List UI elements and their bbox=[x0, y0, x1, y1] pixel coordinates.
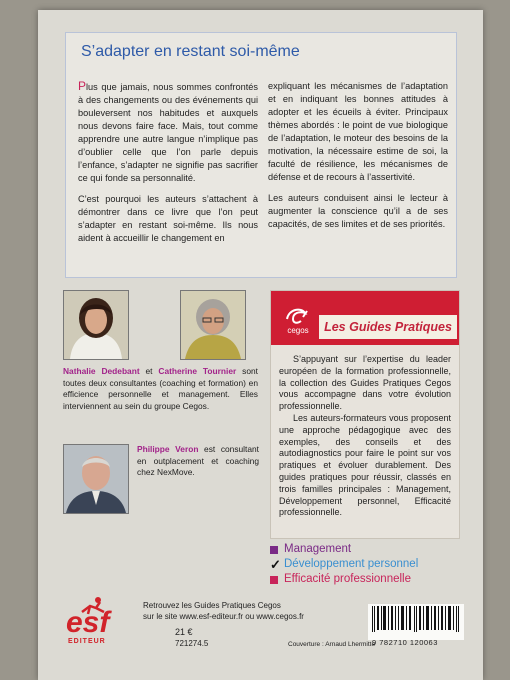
authors-bio-1-text: sont toutes deux consultantes (coaching et formation) en efficience personnelle et management. Elles interviennent au sein du groupe Cegos. bbox=[63, 366, 258, 411]
collection-text bbox=[279, 354, 451, 519]
barcode-icon bbox=[368, 604, 464, 634]
book-back-cover bbox=[38, 10, 483, 680]
square-icon bbox=[270, 546, 278, 554]
collection-paragraph-2: Les auteurs-formateurs vous proposent une approche pédagogique avec des exemples, des conseils et des autodiagnostics pour faire le point sur vos pratiques et évoluer durablement. Des guides pratiques pour réussir, classés en trois familles principales : Management, Développement personnel, Efficacité professionnelle. bbox=[279, 412, 451, 518]
author-name-catherine: Catherine Tournier bbox=[158, 366, 237, 376]
author-photo-catherine bbox=[180, 290, 246, 360]
summary-paragraph-4: Les auteurs conduisent ainsi le lecteur à augmenter la conscience qu’il a de ses capacités, de ses limites et de ses priorités. bbox=[268, 193, 448, 229]
authors-bio-2-text: est consultant en outplacement et coaching chez NexMove. bbox=[137, 444, 259, 477]
cegos-header bbox=[271, 291, 459, 345]
cegos-logo bbox=[279, 301, 317, 337]
author-name-philippe: Philippe Veron bbox=[137, 444, 199, 454]
website-line-1: Retrouvez les Guides Pratiques Cegos bbox=[143, 601, 281, 610]
summary-paragraph-1-text: lus que jamais, nous sommes confrontés à des changements ou des événements qui bouleversent nos habitudes et auxquels nous devons faire face. Mais, tout comme apprendre une autre langue n’implique pas d’oublier celle que l’on parle depuis l’enfance, s’adapter ne signifie pas sacrifier ce qui fonde sa personnalité. bbox=[78, 82, 258, 183]
category-legend bbox=[270, 542, 418, 587]
summary-right-column bbox=[268, 80, 448, 239]
esf-logo-text: esf bbox=[66, 606, 110, 639]
esf-logo-subtext: EDITEUR bbox=[68, 638, 106, 645]
author-photo-philippe bbox=[63, 444, 129, 514]
legend-label-developpement: Développement personnel bbox=[284, 558, 419, 570]
website-line-2: sur le site www.esf-editeur.fr ou www.cegos.fr bbox=[143, 612, 304, 621]
drop-cap: P bbox=[78, 79, 87, 93]
cegos-logo-text: cegos bbox=[287, 326, 309, 335]
summary-left-column bbox=[78, 80, 258, 253]
summary-paragraph-3: expliquant les mécanismes de l’adaptation et en indiquant les bonnes attitudes à adopter et les écueils à éviter. Principaux thèmes abordés : le point de vue biologique de l’adaptation, le moteur des besoins de la motivation, la nécessaire estime de soi, la faculté de résilience, les mécanismes de défense et de recours à l’assertivité. bbox=[268, 81, 448, 182]
author-name-nathalie: Nathalie Dedebant bbox=[63, 366, 140, 376]
collection-title: Les Guides Pratiques bbox=[319, 315, 457, 339]
authors-and: et bbox=[139, 366, 159, 376]
author-photo-nathalie bbox=[63, 290, 129, 360]
legend-item-efficacite bbox=[270, 572, 418, 587]
summary-box bbox=[65, 32, 457, 278]
legend-item-developpement bbox=[270, 557, 418, 572]
legend-label-management: Management bbox=[284, 543, 352, 555]
esf-logo bbox=[64, 596, 124, 646]
cegos-collection-box bbox=[270, 290, 460, 539]
summary-paragraph-2: C’est pourquoi les auteurs s’attachent à démontrer dans ce livre que l’on peut s’adapter en restant soi-même. Ils nous aident à accueillir le changement en bbox=[78, 194, 258, 243]
legend-item-management bbox=[270, 542, 418, 557]
barcode-number: 9 782710 120063 bbox=[372, 638, 438, 647]
cover-credit: Couverture : Arnaud Lhermitte bbox=[288, 641, 376, 648]
barcode bbox=[368, 604, 464, 640]
legend-label-efficacite: Efficacité professionnelle bbox=[284, 573, 411, 585]
checkmark-icon: ✓ bbox=[270, 556, 281, 572]
summary-paragraph-1 bbox=[78, 80, 258, 185]
book-title: S’adapter en restant soi-même bbox=[81, 43, 300, 60]
square-icon bbox=[270, 576, 278, 584]
authors-bio-1 bbox=[63, 366, 258, 412]
authors-bio-2 bbox=[137, 444, 259, 479]
collection-paragraph-1: S’appuyant sur l’expertise du leader européen de la formation professionnelle, la collection des Guides Pratiques Cegos vous accompagne dans votre évolution professionnelle. bbox=[279, 354, 451, 412]
book-code: 721274.5 bbox=[175, 639, 209, 648]
price: 21 € bbox=[175, 627, 193, 637]
